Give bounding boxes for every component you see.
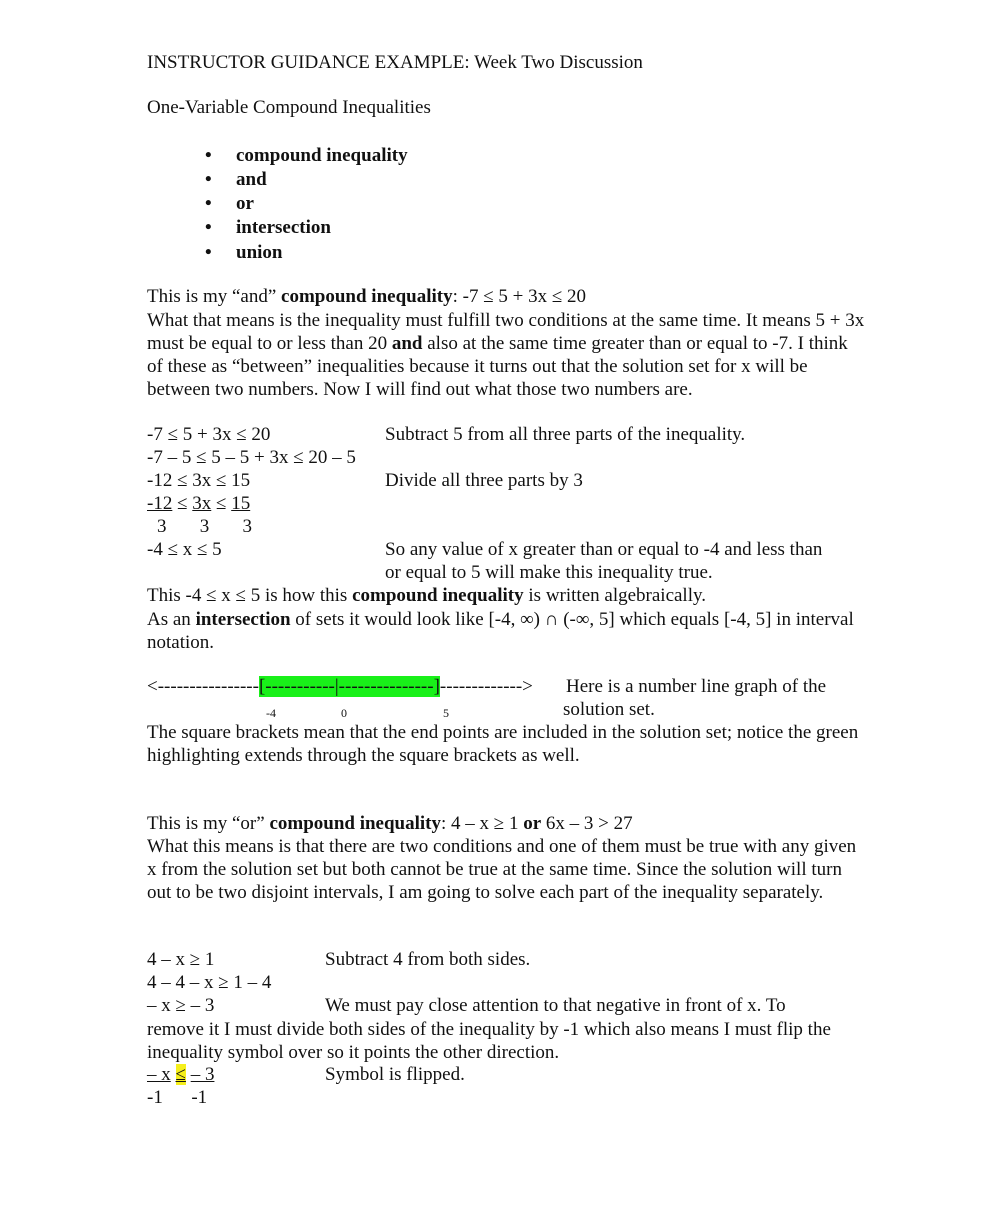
bullet-label: compound inequality [236,145,408,166]
bullet-label: union [236,242,283,263]
intersection-statement: As an intersection of sets it would look like [-4, ∞) ∩ (-∞, 5] which equals [-4, 5] in interval notation. [147,609,854,653]
or-step-4-note: Symbol is flipped. [325,1064,465,1085]
algebraic-statement: This -4 ≤ x ≤ 5 is how this compound inequality is written algebraically. [147,585,707,606]
or-step-1-note: Subtract 4 from both sides. [325,949,531,970]
or-step-3: – x ≥ – 3 [147,995,215,1016]
tick-label: -4 [266,706,276,720]
document-subtitle: One-Variable Compound Inequalities [147,97,431,118]
flipped-symbol: ≤ [175,1064,186,1085]
number-line-caption-1: Here is a number line graph of the [566,676,827,697]
or-step-4-denominators: -1 -1 [147,1087,208,1108]
and-intro: This is my “and” compound inequality: -7 ≤ 5 + 3x ≤ 20 [147,286,587,307]
bullet-dot: • [205,145,212,166]
bullet-dot: • [205,169,212,190]
or-explanation: What this means is that there are two conditions and one of them must be true with any given x from the solution set but both cannot be true at the same time. Since the solution will turn out to be two disjoint intervals, I am going to solve each part of the inequality separately. [147,836,857,903]
number-line-left-arrow: <---------------- [147,676,259,697]
bullet-label: or [236,193,254,214]
and-step-1: -7 ≤ 5 + 3x ≤ 20 [147,424,271,445]
bullet-item [205,145,408,167]
bullet-item [205,242,282,264]
and-step-5-note-line-1: So any value of x greater than or equal to -4 and less than [385,539,823,560]
or-step-3-note: We must pay close attention to that negative in front of x. To [325,995,786,1016]
bullet-dot: • [205,217,212,238]
bullet-label: and [236,169,267,190]
number-line-solution-highlight: [-----------|---------------] [258,676,440,697]
bullet-dot: • [205,242,212,263]
number-line-caption-2: solution set. [563,699,655,720]
tick-label: 0 [341,706,347,720]
or-step-4-fraction: – x ≤ – 3 [147,1064,215,1085]
number-line [147,676,533,698]
and-step-2: -7 – 5 ≤ 5 – 5 + 3x ≤ 20 – 5 [147,447,356,468]
or-step-2: 4 – 4 – x ≥ 1 – 4 [147,972,272,993]
and-step-4-denominators: 3 3 3 [157,516,252,537]
bullet-item [205,169,267,191]
and-step-3: -12 ≤ 3x ≤ 15 [147,470,251,491]
or-intro: This is my “or” compound inequality: 4 – x ≥ 1 or 6x – 3 > 27 [147,813,633,834]
bullet-item [205,217,331,239]
tick-label: 5 [443,706,449,720]
and-step-3-note: Divide all three parts by 3 [385,470,583,491]
or-step-1: 4 – x ≥ 1 [147,949,215,970]
brackets-note: The square brackets mean that the end points are included in the solution set; notice the green highlighting extends through the square brackets as well. [147,722,859,766]
bullet-item [205,193,254,215]
and-step-5: -4 ≤ x ≤ 5 [147,539,222,560]
and-step-4-fraction: -12 ≤ 3x ≤ 15 [147,493,251,514]
bullet-label: intersection [236,217,331,238]
and-step-1-note: Subtract 5 from all three parts of the inequality. [385,424,746,445]
and-step-5-note-line-2: or equal to 5 will make this inequality true. [385,562,713,583]
document-title: INSTRUCTOR GUIDANCE EXAMPLE: Week Two Discussion [147,52,643,73]
number-line-right-arrow: -------------> [439,676,533,697]
and-explanation: What that means is the inequality must fulfill two conditions at the same time. It means 5 + 3x must be equal to or less than 20 and also at the same time greater than or equal to -7. I think of these as “between” inequalities because it turns out that the solution set for x will be between two numbers. Now I will find out what those two numbers are. [147,310,865,400]
bullet-dot: • [205,193,212,214]
or-step-3-continuation: remove it I must divide both sides of the inequality by -1 which also means I must flip the inequality symbol over so it points the other direction. [147,1019,831,1063]
